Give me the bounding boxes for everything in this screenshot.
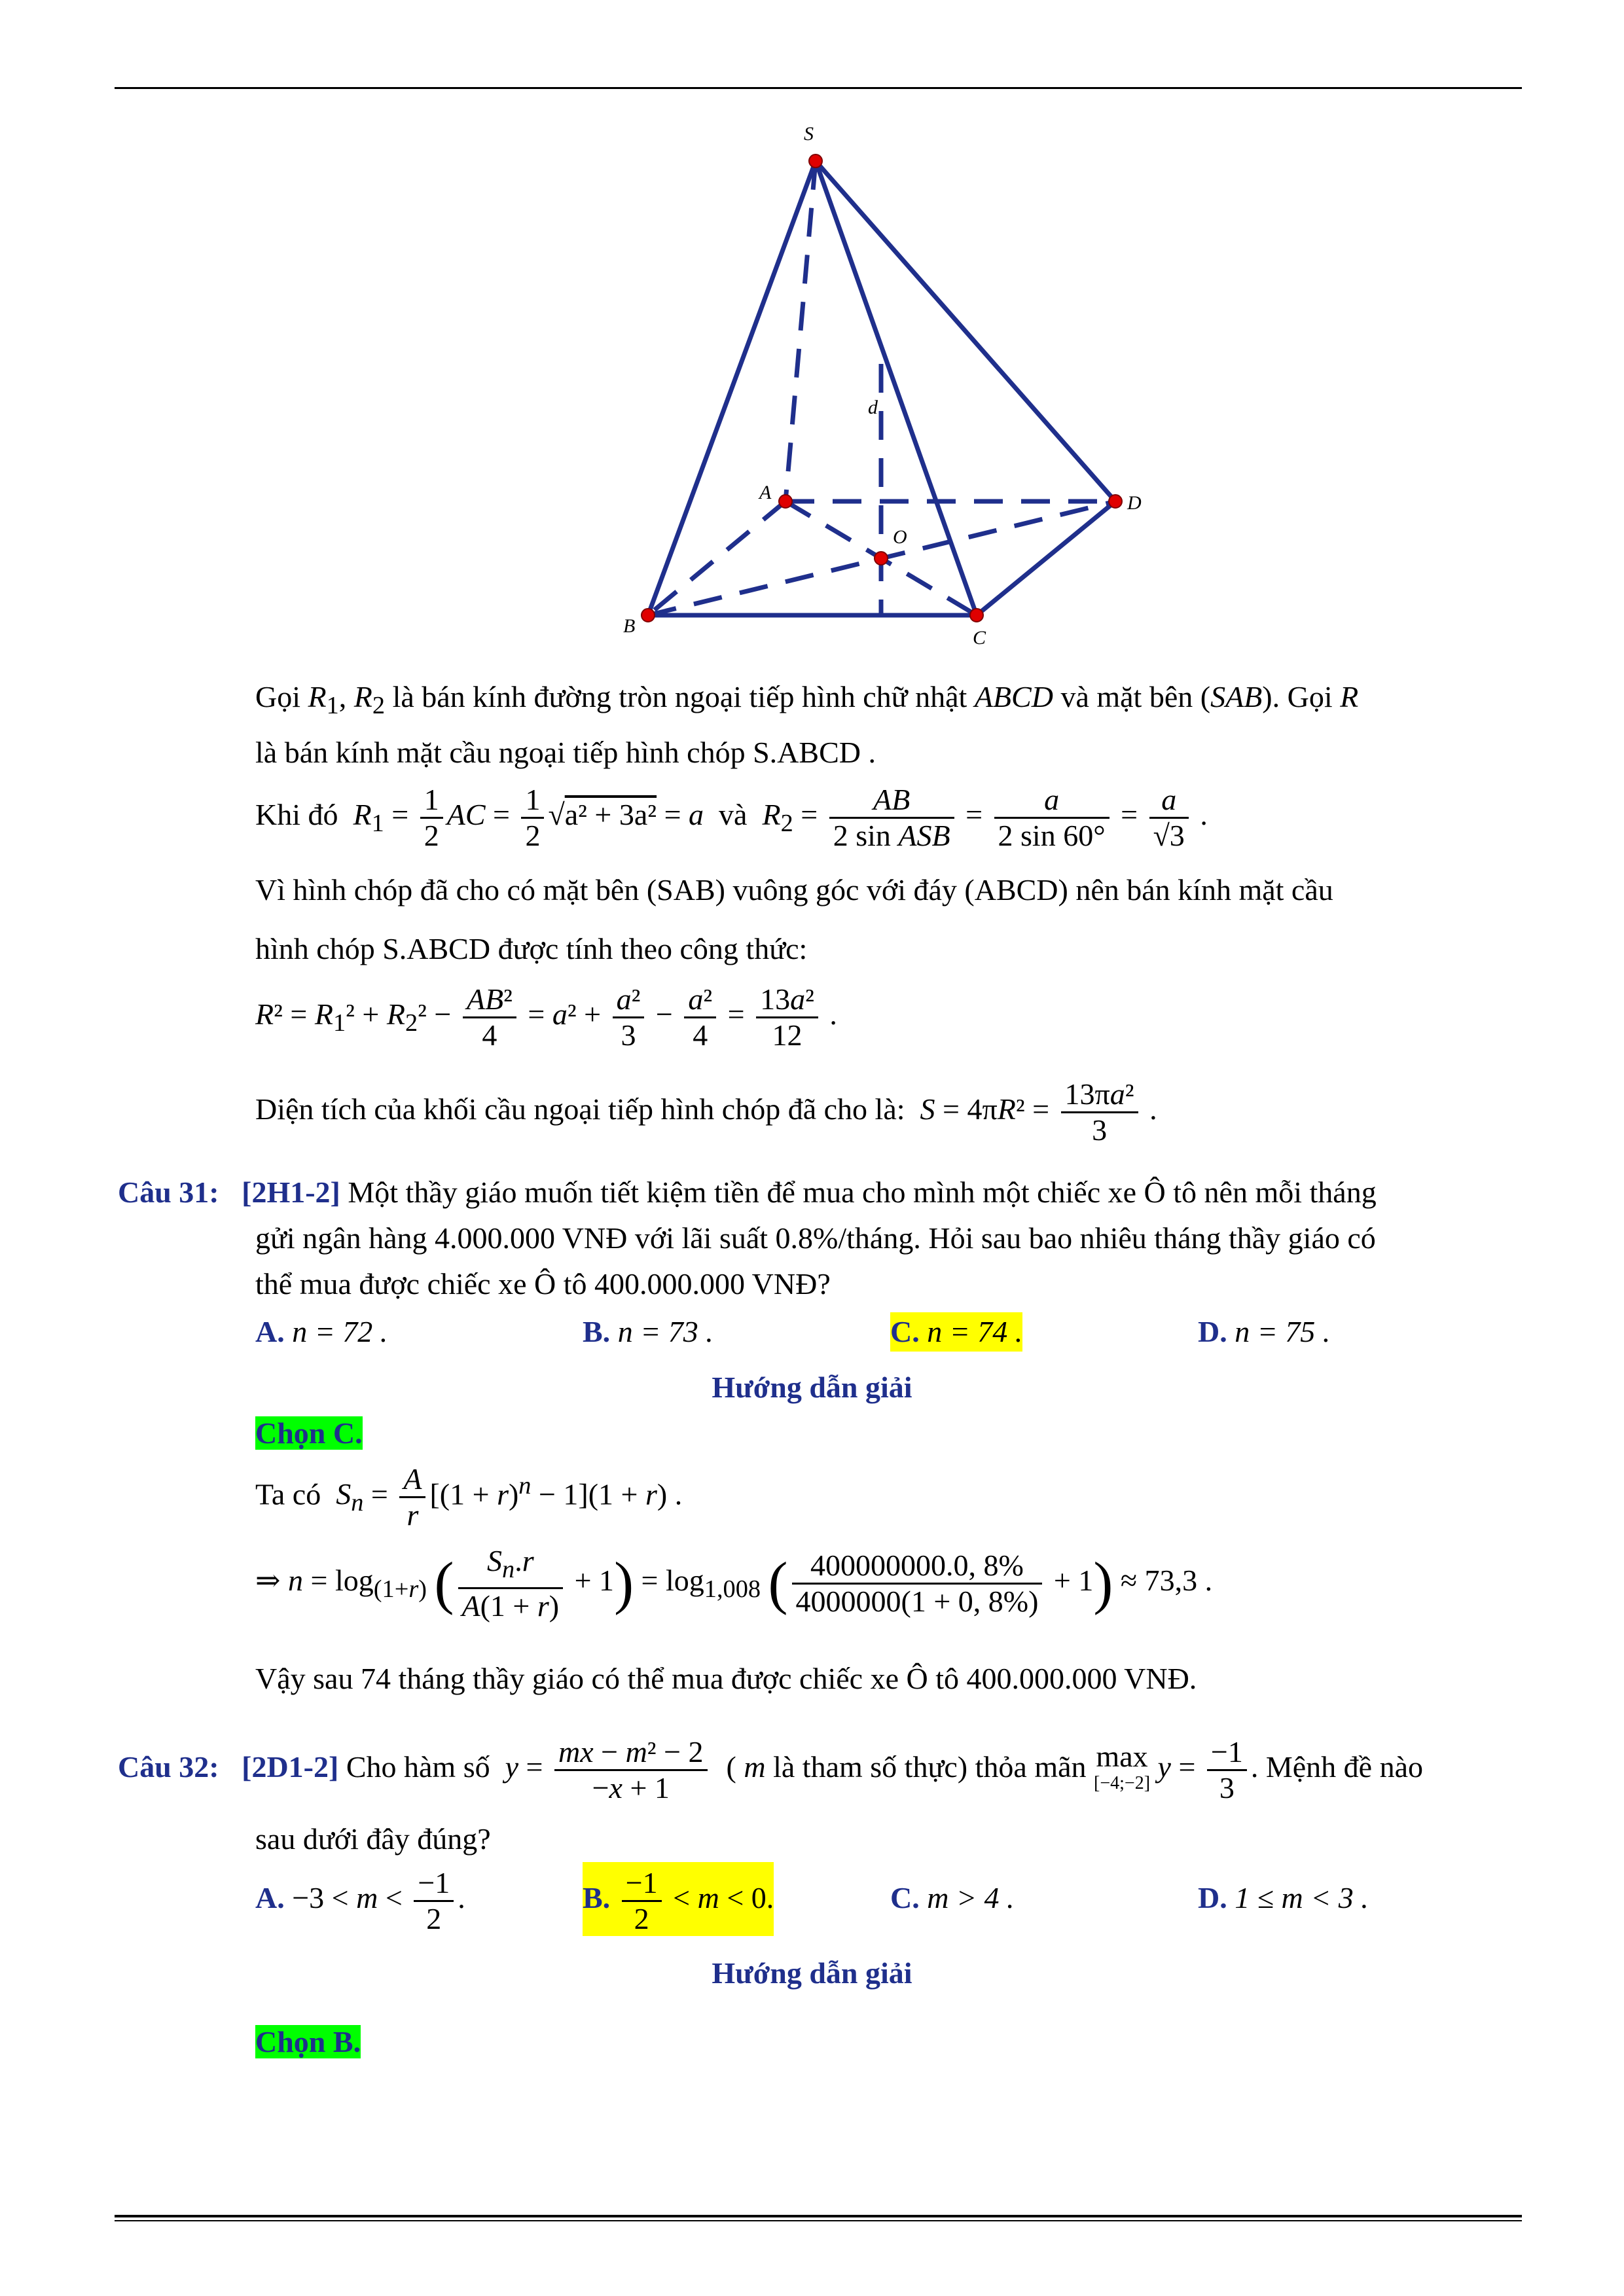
pyramid-figure: [0, 0, 1624, 655]
footer-rule-thin: [115, 2220, 1522, 2221]
q32-option-d[interactable]: [1198, 1878, 1369, 1918]
q32-text2: sau dưới đây đúng?: [255, 1822, 491, 1856]
q32-option-b[interactable]: B. $\frac{-1}{2}$ < m < 0.: [583, 1862, 774, 1936]
q31-choice: Chọn C.: [255, 1416, 363, 1450]
label-S: S: [804, 123, 814, 145]
q31-choice-row: [255, 1414, 363, 1453]
q32-tag: [2D1-2]: [242, 1750, 339, 1784]
vertex-A: [779, 495, 792, 508]
vertex-D: [1109, 495, 1122, 508]
vertex-O: [875, 552, 888, 565]
label-d: d: [868, 397, 878, 418]
q32-label: Câu 32:: [118, 1750, 219, 1784]
q32-guide-heading: Hướng dẫn giải: [712, 1956, 912, 1990]
q31-guide-heading: Hướng dẫn giải: [712, 1371, 912, 1404]
sol30-line1: Gọi $R_1$, $R_2$ là bán kính đường tròn ngoại tiếp hình chữ nhật ABCD và mặt bên (SAB). Gọi R: [255, 680, 1359, 720]
vertex-C: [970, 609, 983, 622]
q32-option-d-letter: D.: [1198, 1881, 1227, 1914]
q31-text3: thể mua được chiếc xe Ô tô 400.000.000 VNĐ?: [255, 1267, 831, 1300]
q31-option-c-value: n = 74 .: [927, 1315, 1023, 1348]
q32-choice: Chọn B.: [255, 2025, 361, 2058]
sol30-line4: Vì hình chóp đã cho có mặt bên (SAB) vuông góc với đáy (ABCD) nên bán kính mặt cầu: [255, 873, 1333, 906]
sol30-line6: $R^2 = R_1^2 + R_2^2$ − $\frac{\text{AB²}}{4}$ = a² + $\frac{\text{a²}}{3}$ − $\frac{\text{a²}}{4}$ = $\frac{\text{13a²}}{12}$ .: [255, 982, 837, 1052]
q31-tag: [2H1-2]: [242, 1175, 340, 1209]
sol30-line3-prefix: Khi đó: [255, 798, 338, 831]
q32-option-c-letter: C.: [890, 1881, 920, 1914]
q31-option-a-letter: A.: [255, 1315, 285, 1348]
vertex-B: [641, 609, 655, 622]
label-B: B: [623, 615, 636, 637]
q31-option-a[interactable]: [255, 1312, 388, 1352]
vertex-S: [809, 154, 822, 168]
sol30-line3: Khi đó $R_1$ = $\frac{1}{2}$ AC = $\frac{1}{2}$ √a² + 3a² = a và $R_2$ = $\frac{AB}{\text{2 sin ASB}}$ = $\frac{a}{2 \sin 60^\circ}$ = $\frac{a}{√3}$ .: [255, 782, 1208, 852]
q31-option-b-value: n = 73 .: [617, 1315, 713, 1348]
q31-option-b-letter: B.: [583, 1315, 611, 1348]
q31-sol3: Vậy sau 74 tháng thầy giáo có thể mua được chiếc xe Ô tô 400.000.000 VNĐ.: [255, 1662, 1197, 1695]
q31-text2: gửi ngân hàng 4.000.000 VNĐ với lãi suất 0.8%/tháng. Hỏi sau bao nhiêu tháng thầy giáo có: [255, 1221, 1376, 1255]
q31-option-c-letter: C.: [890, 1315, 920, 1348]
q31-text1: Một thầy giáo muốn tiết kiệm tiền để mua cho mình một chiếc xe Ô tô nên mỗi tháng: [340, 1175, 1377, 1209]
edge-CD: [977, 501, 1115, 615]
label-A: A: [759, 482, 772, 503]
q31-sol2: ⇒ $n = \log_{(1+r)}$ ( $\frac{S_n.r}{A(1 + r)}$ + $1) = \log_{1,008}$ ( $\frac{400000000.0, 8\%}{4000000(1 + 0, 8\%)}$ + 1) ≈ 73,3 .: [255, 1544, 1213, 1623]
q32-choice-row: [255, 2022, 361, 2062]
q31-option-c[interactable]: [890, 1312, 1022, 1352]
sol30-line5: hình chóp S.ABCD được tính theo công thức:: [255, 932, 808, 965]
q31-option-d[interactable]: [1198, 1312, 1330, 1352]
q32-option-a-letter: A.: [255, 1881, 285, 1914]
label-O: O: [893, 526, 907, 548]
sol30-line7: Diện tích của khối cầu ngoại tiếp hình chóp đã cho là: S = 4πR² = $\frac{\text{13πa²}}{3}$ .: [255, 1077, 1157, 1147]
q32-option-c-value: m > 4 .: [927, 1881, 1015, 1914]
edge-SD: [816, 161, 1115, 501]
q32-option-b-letter: B.: [583, 1881, 611, 1914]
q31-option-d-value: n = 75 .: [1235, 1315, 1331, 1348]
q31-option-d-letter: D.: [1198, 1315, 1227, 1348]
q32-line1: Câu 32: [2D1-2] Cho hàm số y = $\frac{\text{mx − m² − 2}}{-x + 1}$ ( m là tham số thực) thỏa mãn max [−4;−2] y = $\frac{-1}{3}$ . Mệnh đề nào: [118, 1734, 1424, 1804]
q32-option-a[interactable]: A. −3 < m < $\frac{-1}{2}$ .: [255, 1865, 465, 1935]
q31-option-a-value: n = 72 .: [292, 1315, 388, 1348]
edge-SA: [785, 161, 816, 501]
q31-option-b[interactable]: [583, 1312, 713, 1352]
q32-option-c[interactable]: [890, 1878, 1015, 1918]
q32-option-d-value: 1 ≤ m < 3 .: [1235, 1881, 1369, 1914]
sol30-line7-prefix: Diện tích của khối cầu ngoại tiếp hình chóp đã cho là:: [255, 1092, 905, 1126]
q31-line1: [118, 1173, 1377, 1212]
label-D: D: [1127, 492, 1142, 514]
sol30-line2: là bán kính mặt cầu ngoại tiếp hình chóp S.ABCD .: [255, 736, 876, 769]
label-C: C: [973, 627, 986, 649]
q31-sol1: Ta có $S_n$ = $\frac{A}{r}$ $[(1 + r)^n - 1](1 + r)$ .: [255, 1462, 683, 1532]
q31-label: Câu 31:: [118, 1175, 219, 1209]
footer-rule-thick: [115, 2215, 1522, 2217]
